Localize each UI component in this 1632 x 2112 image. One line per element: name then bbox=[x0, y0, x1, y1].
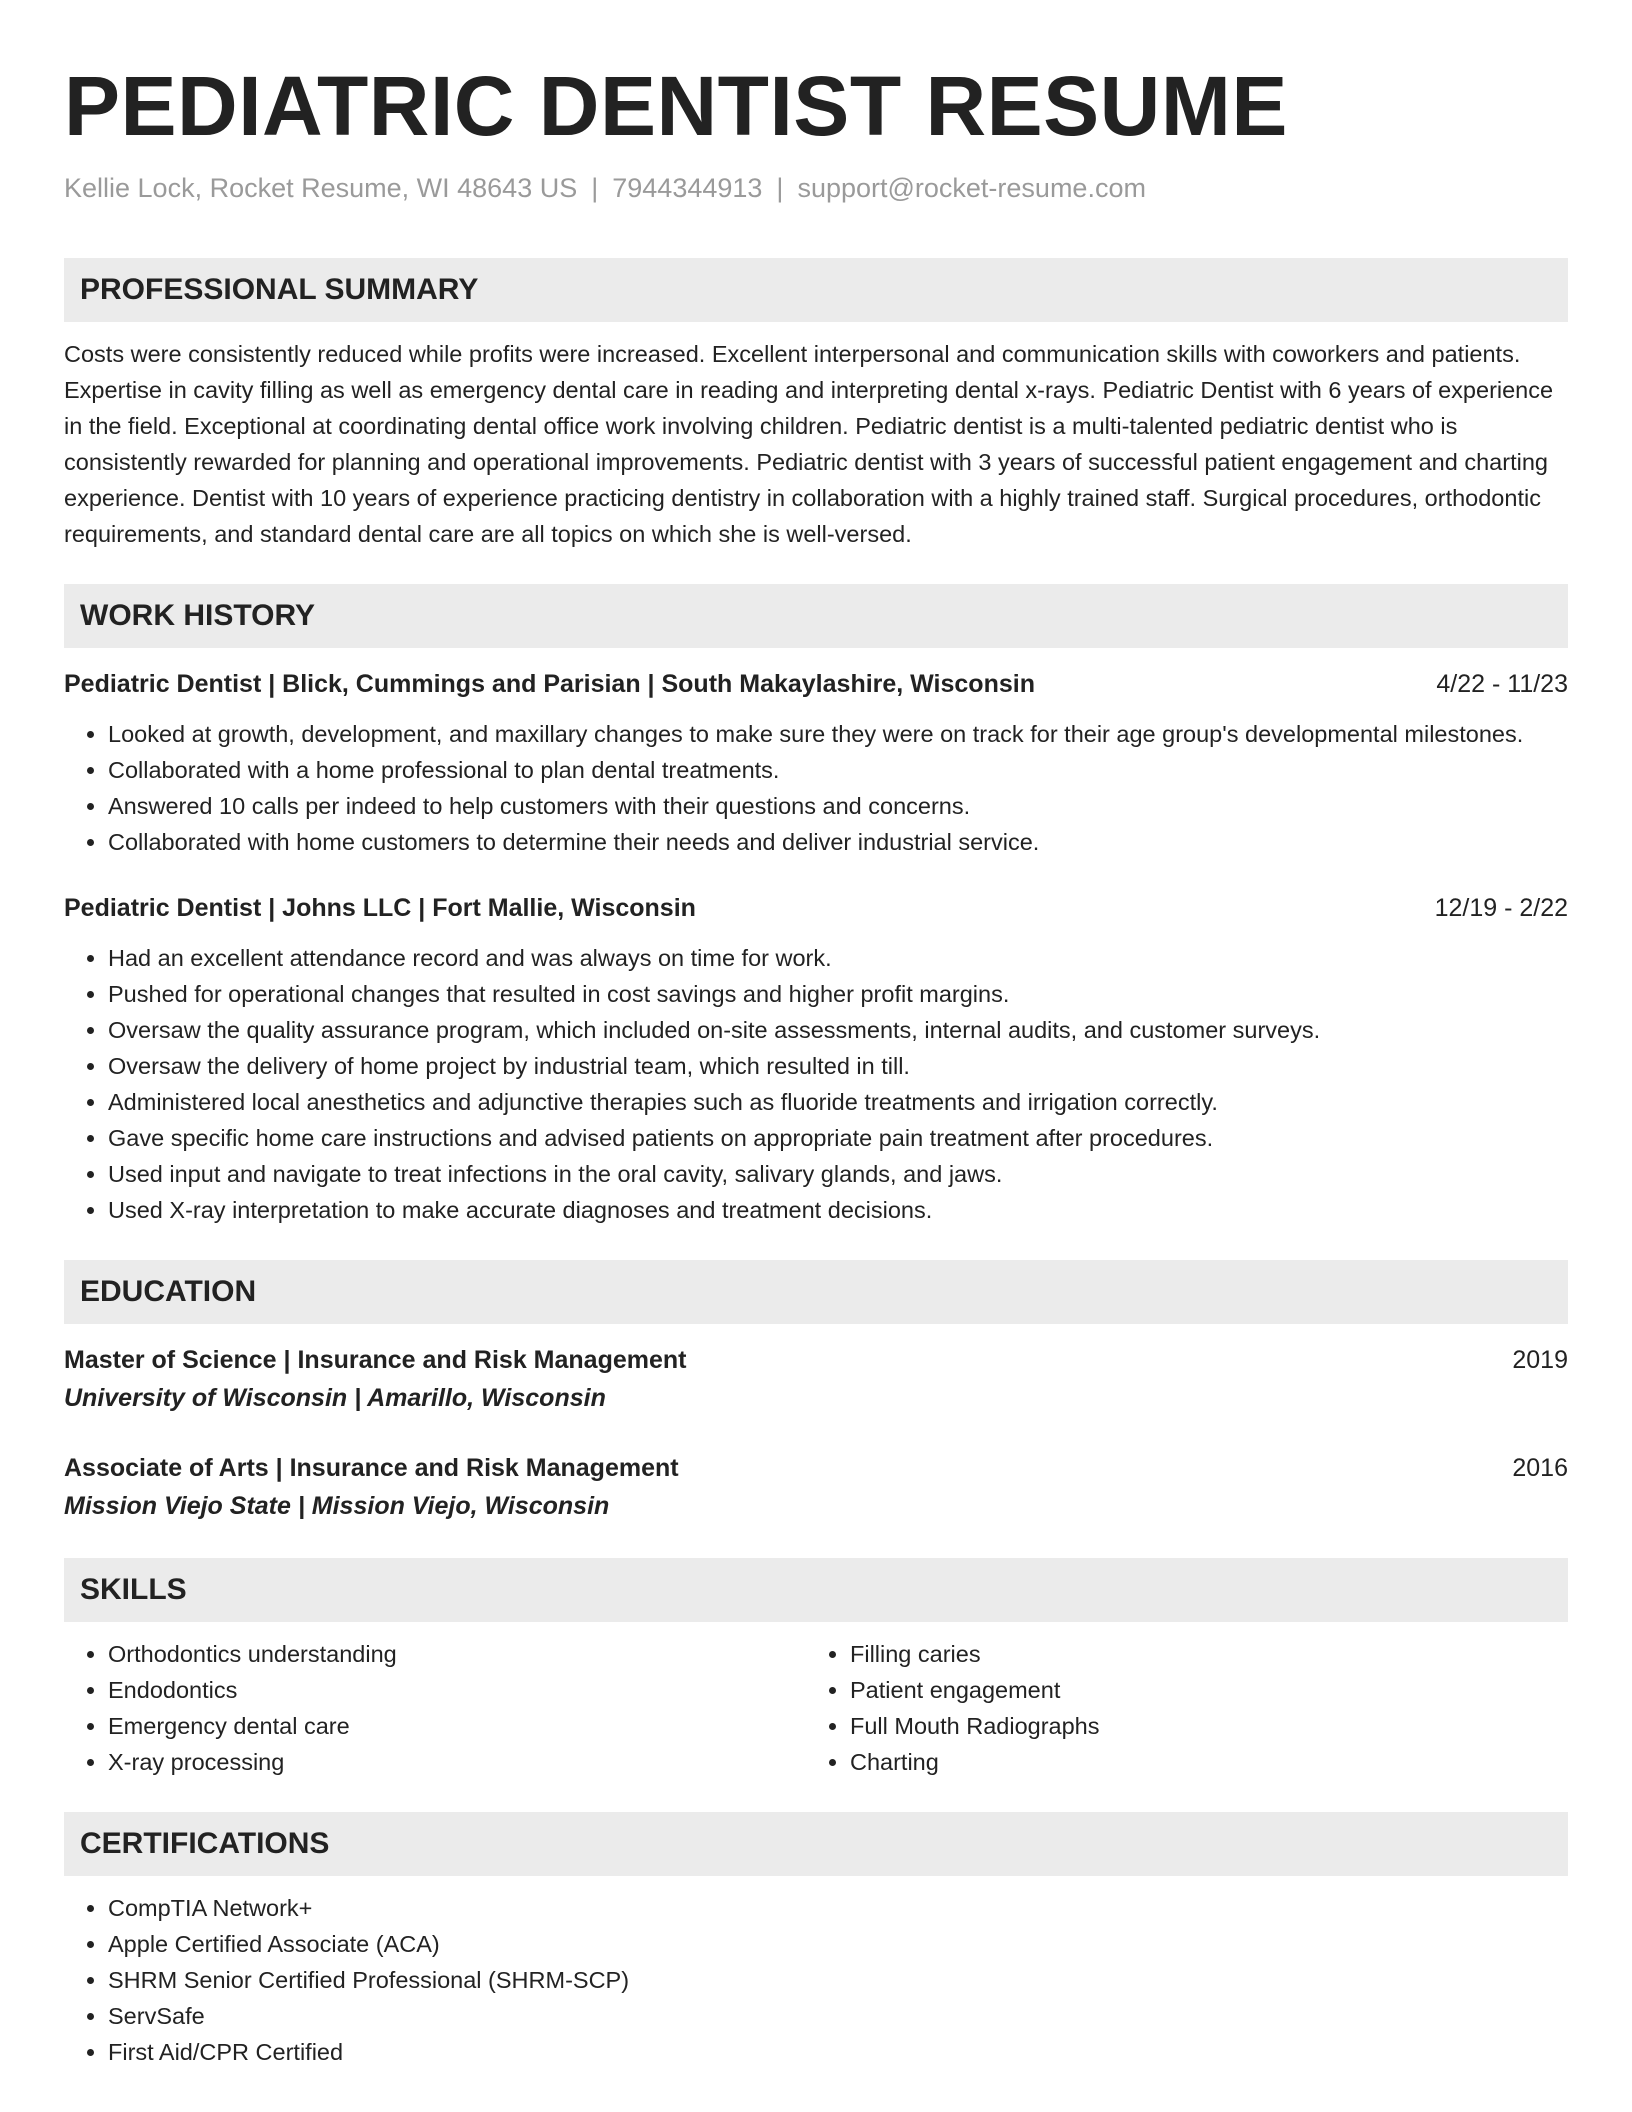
summary-heading: PROFESSIONAL SUMMARY bbox=[64, 258, 1568, 322]
education-header bbox=[64, 1342, 1568, 1378]
skills-heading: SKILLS bbox=[64, 1558, 1568, 1622]
job-dates: 12/19 - 2/22 bbox=[1434, 894, 1568, 922]
degree: Associate of Arts | Insurance and Risk Management bbox=[64, 1454, 679, 1482]
job-bullet: • Collaborated with a home professional to plan dental treatments. bbox=[108, 752, 1568, 788]
job-bullet: • Pushed for operational changes that resulted in cost savings and higher profit margins. bbox=[108, 976, 1568, 1012]
job-bullets bbox=[64, 940, 1568, 1228]
job-bullets bbox=[64, 716, 1568, 860]
certifications-heading: CERTIFICATIONS bbox=[64, 1812, 1568, 1876]
education-heading: EDUCATION bbox=[64, 1260, 1568, 1324]
job-title: Pediatric Dentist | Blick, Cummings and Parisian | South Makaylashire, Wisconsin bbox=[64, 670, 1035, 698]
skill-item: • X-ray processing bbox=[108, 1744, 806, 1780]
degree: Master of Science | Insurance and Risk Management bbox=[64, 1346, 687, 1374]
school-name: Mission Viejo State | Mission Viejo, Wisconsin bbox=[64, 1492, 610, 1520]
skill-item: • Filling caries bbox=[850, 1636, 1100, 1672]
contact-separator: | bbox=[591, 173, 599, 203]
contact-phone: 7944344913 bbox=[612, 173, 763, 203]
page-title: PEDIATRIC DENTIST RESUME bbox=[64, 59, 1288, 153]
job-bullet: • Looked at growth, development, and maxillary changes to make sure they were on track for their age group's developmental milestones. bbox=[108, 716, 1568, 752]
job-dates: 4/22 - 11/23 bbox=[1436, 670, 1568, 698]
job-bullet: • Administered local anesthetics and adjunctive therapies such as fluoride treatments and irrigation correctly. bbox=[108, 1084, 1568, 1120]
job-bullet: • Used input and navigate to treat infections in the oral cavity, salivary glands, and jaws. bbox=[108, 1156, 1568, 1192]
skill-item: • Patient engagement bbox=[850, 1672, 1100, 1708]
job-header bbox=[64, 666, 1568, 702]
contact-separator: | bbox=[776, 173, 784, 203]
work-history-heading: WORK HISTORY bbox=[64, 584, 1568, 648]
skill-item: • Emergency dental care bbox=[108, 1708, 806, 1744]
skill-item: • Full Mouth Radiographs bbox=[850, 1708, 1100, 1744]
job-title: Pediatric Dentist | Johns LLC | Fort Mallie, Wisconsin bbox=[64, 894, 696, 922]
certification-item: • First Aid/CPR Certified bbox=[108, 2034, 1568, 2070]
job-bullet: • Used X-ray interpretation to make accurate diagnoses and treatment decisions. bbox=[108, 1192, 1568, 1228]
job-bullet: • Collaborated with home customers to determine their needs and deliver industrial service. bbox=[108, 824, 1568, 860]
job-bullet: • Gave specific home care instructions and advised patients on appropriate pain treatment after procedures. bbox=[108, 1120, 1568, 1156]
skill-item: • Orthodontics understanding bbox=[108, 1636, 806, 1672]
job-bullet: • Oversaw the quality assurance program, which included on-site assessments, internal audits, and customer surveys. bbox=[108, 1012, 1568, 1048]
job-header bbox=[64, 890, 1568, 926]
certifications-list bbox=[64, 1890, 1568, 2070]
certification-item: • SHRM Senior Certified Professional (SHRM-SCP) bbox=[108, 1962, 1568, 1998]
school-name: University of Wisconsin | Amarillo, Wisconsin bbox=[64, 1384, 606, 1412]
contact-address: Kellie Lock, Rocket Resume, WI 48643 US bbox=[64, 173, 578, 203]
contact-email: support@rocket-resume.com bbox=[797, 173, 1146, 203]
graduation-year: 2016 bbox=[1512, 1454, 1568, 1482]
skill-item: • Endodontics bbox=[108, 1672, 806, 1708]
skills-list bbox=[64, 1636, 1568, 1780]
skills-column-2 bbox=[806, 1636, 1100, 1780]
graduation-year: 2019 bbox=[1512, 1346, 1568, 1374]
certification-item: • CompTIA Network+ bbox=[108, 1890, 1568, 1926]
job-entry bbox=[64, 890, 1568, 1228]
job-bullet: • Had an excellent attendance record and was always on time for work. bbox=[108, 940, 1568, 976]
certification-item: • ServSafe bbox=[108, 1998, 1568, 2034]
contact-line bbox=[64, 170, 1568, 206]
skill-item: • Charting bbox=[850, 1744, 1100, 1780]
summary-text: Costs were consistently reduced while profits were increased. Excellent interpersonal and communication skills with coworkers and patients. Expertise in cavity filling as well as emergency dental care in reading and interpreting dental x-rays. Pediatric Dentist with 6 years of experience in the field. Exceptional at coordinating dental office work involving children. Pediatric dentist is a multi-talented pediatric dentist who is consistently rewarded for planning and operational improvements. Pediatric dentist with 3 years of successful patient engagement and charting experience. Dentist with 10 years of experience practicing dentistry in collaboration with a highly trained staff. Surgical procedures, orthodontic requirements, and standard dental care are all topics on which she is well-versed. bbox=[64, 341, 1554, 547]
education-header bbox=[64, 1450, 1568, 1486]
skills-column-1 bbox=[64, 1636, 806, 1780]
job-bullet: • Oversaw the delivery of home project by industrial team, which resulted in till. bbox=[108, 1048, 1568, 1084]
job-bullet: • Answered 10 calls per indeed to help customers with their questions and concerns. bbox=[108, 788, 1568, 824]
education-entry bbox=[64, 1450, 1568, 1526]
education-entry bbox=[64, 1342, 1568, 1418]
job-entry bbox=[64, 666, 1568, 860]
certification-item: • Apple Certified Associate (ACA) bbox=[108, 1926, 1568, 1962]
